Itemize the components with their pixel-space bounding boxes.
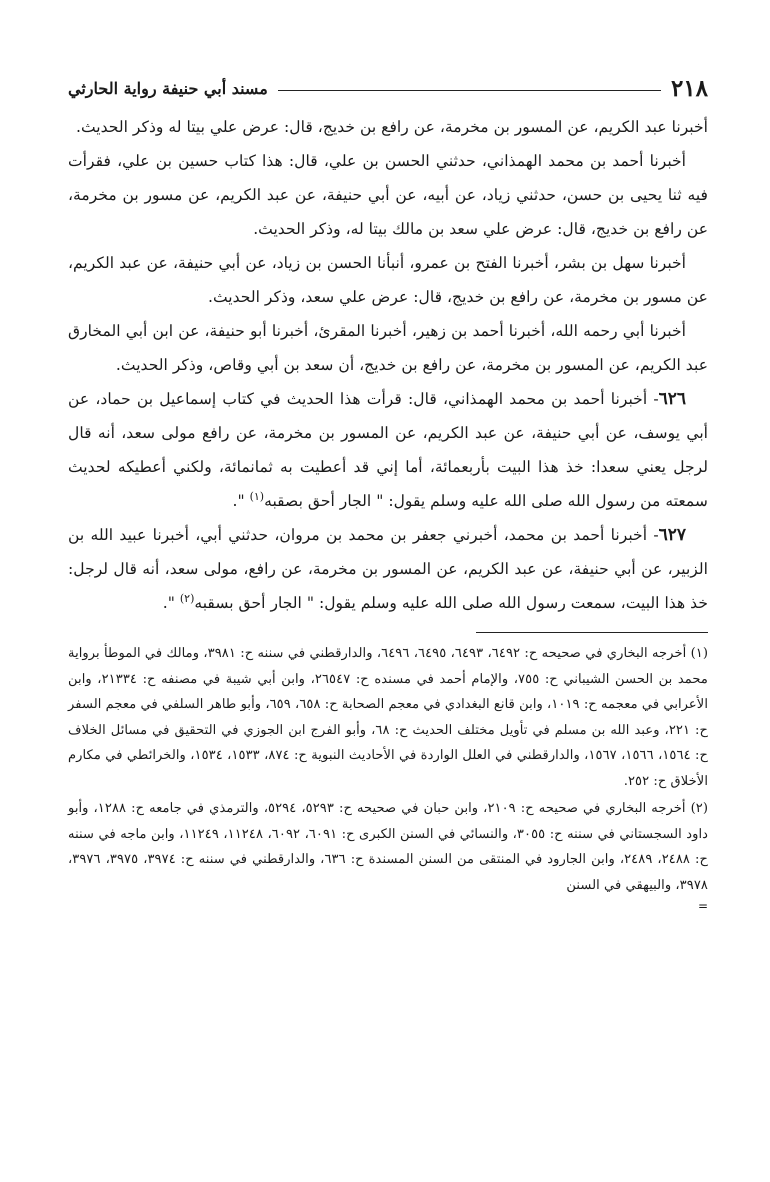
running-title: مسند أبي حنيفة رواية الحارثي xyxy=(68,78,268,98)
paragraph-text: - أخبرنا أحمد بن محمد الهمذاني، قال: قرأت هذا الحديث في كتاب إسماعيل بن حماد، عن أبي يوسف، عن أبي حنيفة، عن عبد الكريم، عن المسور بن مخرمة، عن رافع مولى سعد، أنه قال لرجل يعني سعدا: خذ هذا البيت بأربعمائة، أما إني قد أعطيت به ثمانمائة، ولكني أعطيكه لحديث سمعته من رسول الله صلى الله عليه وسلم يقول: " الجار أحق بصقبه xyxy=(68,390,708,510)
footnote-separator xyxy=(476,632,708,633)
paragraph xyxy=(68,246,708,314)
hadith-paragraph xyxy=(68,518,708,620)
paragraph-text: أخبرنا أبي رحمه الله، أخبرنا أحمد بن زهير، أخبرنا المقرئ، أخبرنا أبو حنيفة، عن ابن أبي المخارق عبد الكريم، عن المسور بن مخرمة، عن رافع بن خديج، أن سعد بن أبي وقاص، وذكر الحديث. xyxy=(68,322,708,374)
footnotes xyxy=(68,641,708,912)
paragraph-text: أخبرنا أحمد بن محمد الهمذاني، حدثني الحسن بن علي، قال: هذا كتاب حسين بن علي، فقرأت فيه ثنا يحيى بن حسن، حدثني زياد، عن أبيه، عن أبي حنيفة، عن عبد الكريم، عن مسور بن مخرمة، عن رافع بن خديج، قال: عرض علي سعد بن مالك بيتا له، وذكر الحديث. xyxy=(68,152,708,238)
paragraph-text-end: ". xyxy=(232,492,250,510)
paragraph-text: أخبرنا عبد الكريم، عن المسور بن مخرمة، عن رافع بن خديج، قال: عرض علي بيتا له وذكر الحديث. xyxy=(76,118,708,136)
footnote-reference[interactable]: (١) xyxy=(249,489,265,503)
footnote xyxy=(68,796,708,898)
page-header xyxy=(68,70,708,106)
continuation-mark: = xyxy=(697,899,708,913)
paragraph xyxy=(68,110,708,144)
paragraph-text: أخبرنا سهل بن بشر، أخبرنا الفتح بن عمرو، أنبأنا الحسن بن زياد، عن أبي حنيفة، عن عبد الكريم، عن مسور بن مخرمة، عن رافع بن خديج، قال: عرض علي سعد، وذكر الحديث. xyxy=(68,254,708,306)
footnote-number: (١) xyxy=(690,646,708,661)
footnote xyxy=(68,641,708,794)
main-text xyxy=(68,110,708,620)
header-rule xyxy=(278,90,661,91)
footnote-reference[interactable]: (٢) xyxy=(179,591,195,605)
paragraph-text-end: ". xyxy=(162,594,180,612)
footnote-number: (٢) xyxy=(690,801,708,816)
hadith-number: ٦٢٧ xyxy=(658,525,686,545)
hadith-number: ٦٢٦ xyxy=(658,389,686,409)
paragraph xyxy=(68,144,708,246)
page-number: ٢١٨ xyxy=(670,74,708,102)
hadith-paragraph xyxy=(68,382,708,518)
footnote-text: أخرجه البخاري في صحيحه ح: ٦٤٩٢، ٦٤٩٣، ٦٤٩٥، ٦٤٩٦، والدارقطني في سننه ح: ٣٩٨١، ومالك في الموطأ برواية محمد بن الحسن الشيباني ح: ٧٥٥، والإمام أحمد في مسنده ح: ٢٦٥٤٧، وابن أبي شيبة في مصنفه ح: ٢١٣٣٤، وابن الأعرابي في معجمه ح: ١٠١٩، وابن قانع البغدادي في معجم الصحابة ح: ٦٥٨، ٦٥٩، وأبو طاهر السلفي في معجم السفر ح: ٢٢١، وعبد الله بن مسلم في تأويل مختلف الحديث ح: ٦٨، وأبو الفرج ابن الجوزي في التحقيق في مسائل الخلاف ح: ١٥٦٤، ١٥٦٦، ١٥٦٧، والدارقطني في العلل الواردة في الأحاديث النبوية ح: ٨٧٤، ١٥٣٣، ١٥٣٤، والخرائطي في مكارم الأخلاق ح: ٢٥٢. xyxy=(68,646,708,789)
book-page xyxy=(68,70,708,1130)
paragraph xyxy=(68,314,708,382)
paragraph-text: - أخبرنا أحمد بن محمد، أخبرني جعفر بن محمد بن مروان، حدثني أبي، أخبرنا عبيد الله بن الزبير، عن أبي حنيفة، عن عبد الكريم، عن المسور بن مخرمة، عن رافع، مولى سعد، أنه قال لرجل: خذ هذا البيت، سمعت رسول الله صلى الله عليه وسلم يقول: " الجار أحق بسقبه xyxy=(68,526,708,612)
footnote-text: أخرجه البخاري في صحيحه ح: ٢١٠٩، وابن حبان في صحيحه ح: ٥٢٩٣، ٥٢٩٤، والترمذي في جامعه ح: ١٢٨٨، وأبو داود السجستاني في سننه ح: ٣٠٥٥، والنسائي في السنن الكبرى ح: ٦٠٩١، ٦٠٩٢، ١١٢٤٨، ١١٢٤٩، وابن ماجه في سننه ح: ٢٤٨٨، ٢٤٨٩، وابن الجارود في المنتقى من السنن المسندة ح: ٦٣٦، والدارقطني في سننه ح: ٣٩٧٤، ٣٩٧٥، ٣٩٧٦، ٣٩٧٨، والبيهقي في السنن xyxy=(68,801,709,893)
